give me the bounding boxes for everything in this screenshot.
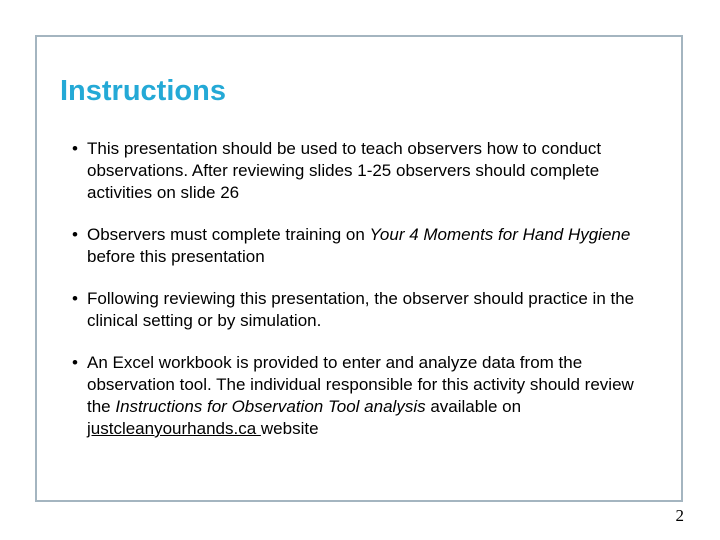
training-title: Your 4 Moments for Hand Hygiene — [369, 225, 631, 244]
bullet-text-suffix: before this presentation — [87, 247, 265, 266]
bullet-text-prefix: Observers must complete training on — [87, 225, 370, 244]
page-title: Instructions — [60, 75, 226, 107]
bullet-text-prefix: An Excel workbook is provided to enter and analyze data from the observation tool. The individual responsible for this activity should review the — [87, 353, 634, 416]
list-item — [70, 138, 650, 204]
list-item — [70, 224, 650, 268]
bullet-icon: • — [72, 225, 78, 244]
bullet-icon: • — [72, 139, 78, 158]
bullet-text: This presentation should be used to teach observers how to conduct observations. After reviewing slides 1-25 observers should complete activities on slide 26 — [87, 139, 602, 202]
page-number: 2 — [675, 506, 684, 525]
list-item — [70, 288, 650, 332]
analysis-instructions-title: Instructions for Observation Tool analysis — [115, 397, 426, 416]
bullet-icon: • — [72, 289, 78, 308]
bullet-text: Following reviewing this presentation, the observer should practice in the clinical setting or by simulation. — [87, 289, 635, 330]
bullet-text-suffix: website — [260, 419, 319, 438]
website-link[interactable]: justcleanyourhands.ca — [87, 419, 261, 438]
bullet-text-middle: available on — [425, 397, 522, 416]
list-item — [70, 352, 650, 440]
bullet-icon: • — [72, 353, 78, 372]
